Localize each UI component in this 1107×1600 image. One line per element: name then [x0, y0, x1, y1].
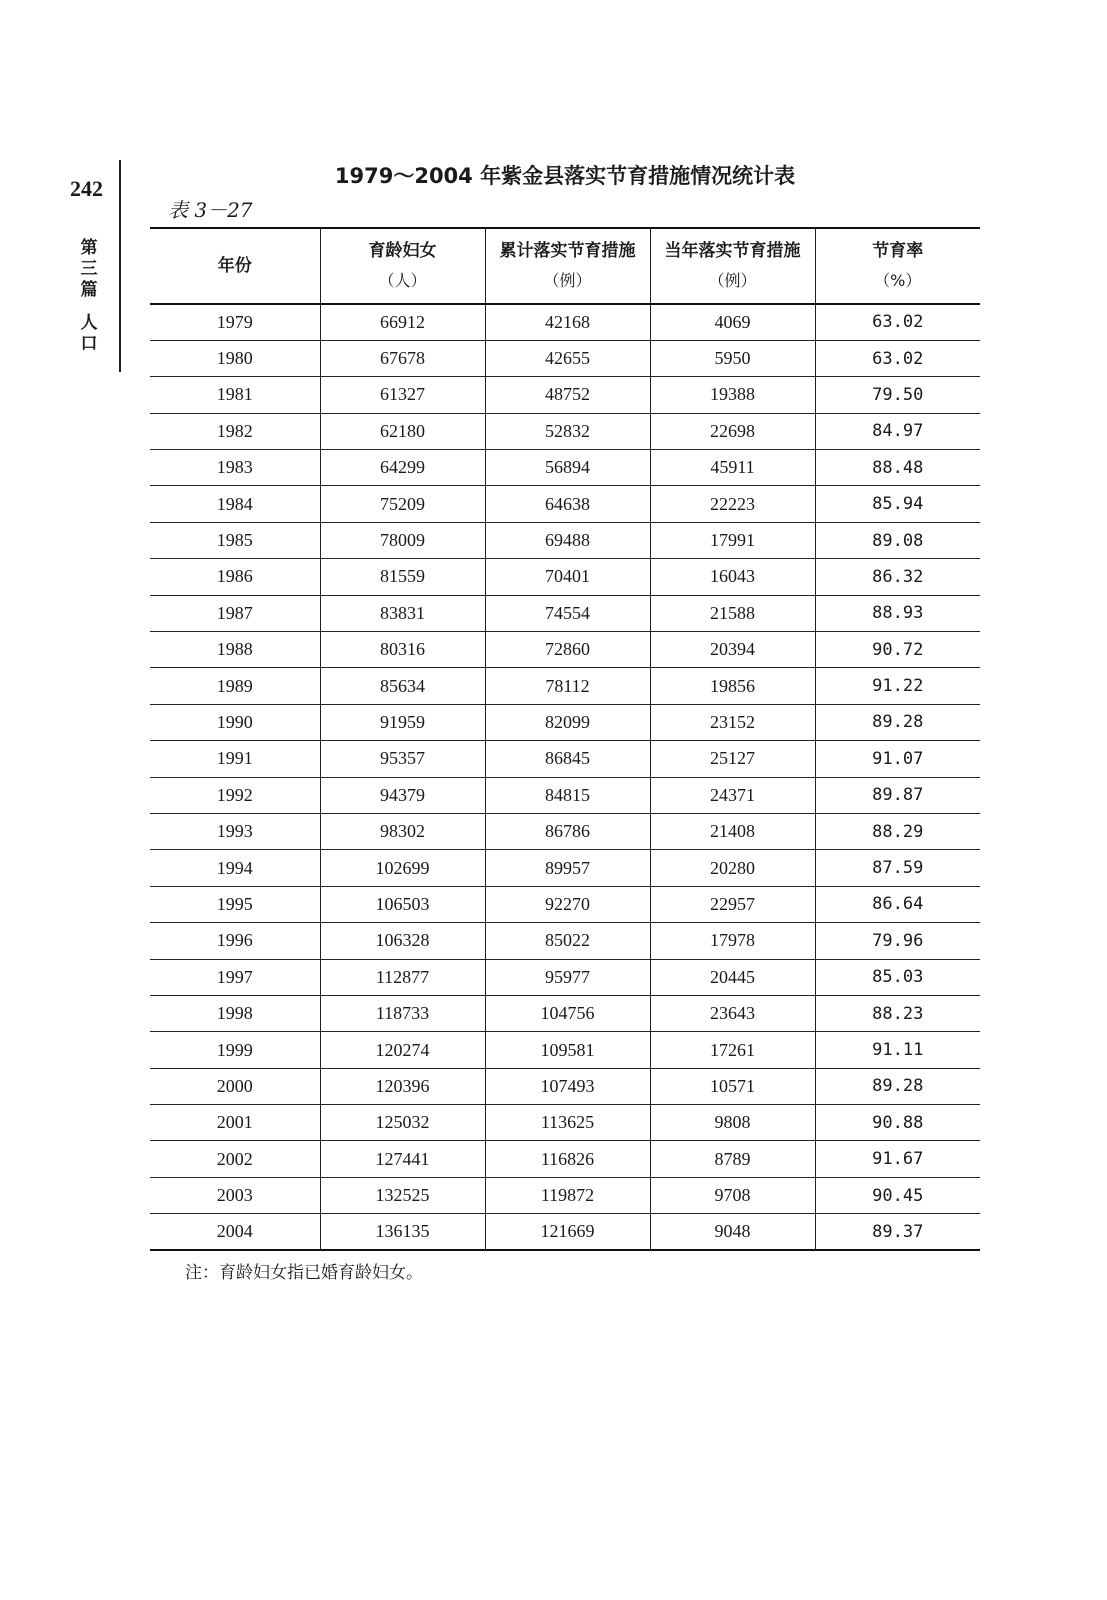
cell-cumulative: 64638: [485, 486, 650, 522]
cell-current-year: 9708: [650, 1177, 815, 1213]
cell-cumulative: 72860: [485, 632, 650, 668]
table-row: [150, 377, 980, 413]
cell-women: 81559: [320, 559, 485, 595]
cell-year: 1993: [216, 821, 253, 842]
cell-current-year: 9048: [650, 1214, 815, 1250]
cell-current-year: 20394: [650, 632, 815, 668]
cell-year: 2001: [216, 1112, 253, 1133]
cell-cumulative: 86786: [485, 813, 650, 849]
cell-women: 118733: [320, 995, 485, 1031]
table-row: [150, 1032, 980, 1068]
table-row: [150, 741, 980, 777]
cell-current-year: 24371: [650, 777, 815, 813]
cell-rate: 63.02: [815, 304, 980, 340]
header-women-unit: （人）: [378, 271, 427, 290]
cell-women: 75209: [320, 486, 485, 522]
header-row: [150, 228, 980, 304]
cell-women: 125032: [320, 1105, 485, 1141]
header-year: [150, 228, 320, 304]
table-row: [150, 1214, 980, 1250]
cell-rate: 89.28: [815, 704, 980, 740]
cell-cumulative: 84815: [485, 777, 650, 813]
cell-current-year: 21408: [650, 813, 815, 849]
cell-rate: 91.67: [815, 1141, 980, 1177]
cell-rate: 79.50: [815, 377, 980, 413]
cell-year: 1990: [216, 711, 253, 732]
cell-cumulative: 48752: [485, 377, 650, 413]
cell-women: 120396: [320, 1068, 485, 1104]
cell-year: 2003: [216, 1185, 253, 1206]
cell-cumulative: 56894: [485, 450, 650, 486]
cell-current-year: 22957: [650, 886, 815, 922]
cell-year: 1998: [216, 1003, 253, 1024]
cell-rate: 89.28: [815, 1068, 980, 1104]
cell-rate: 88.29: [815, 813, 980, 849]
chapter-label: [78, 238, 100, 355]
cell-cumulative: 107493: [485, 1068, 650, 1104]
cell-rate: 85.94: [815, 486, 980, 522]
cell-year: 1982: [216, 420, 253, 441]
cell-year: 1989: [216, 675, 253, 696]
cell-rate: 86.32: [815, 559, 980, 595]
cell-current-year: 16043: [650, 559, 815, 595]
header-women-label: 育龄妇女: [368, 241, 437, 261]
table-row: [150, 886, 980, 922]
cell-rate: 91.11: [815, 1032, 980, 1068]
cell-women: 106328: [320, 923, 485, 959]
cell-rate: 84.97: [815, 413, 980, 449]
statistics-table: [150, 227, 980, 1251]
cell-current-year: 22698: [650, 413, 815, 449]
table-row: [150, 595, 980, 631]
cell-rate: 91.07: [815, 741, 980, 777]
cell-current-year: 45911: [650, 450, 815, 486]
cell-rate: 86.64: [815, 886, 980, 922]
cell-cumulative: 52832: [485, 413, 650, 449]
header-cumulative-unit: （例）: [543, 271, 592, 290]
cell-rate: 89.37: [815, 1214, 980, 1250]
cell-cumulative: 70401: [485, 559, 650, 595]
cell-year: 1984: [216, 493, 253, 514]
cell-year: 1994: [216, 857, 253, 878]
cell-year: 1987: [216, 602, 253, 623]
cell-cumulative: 95977: [485, 959, 650, 995]
table-row: [150, 304, 980, 340]
cell-rate: 63.02: [815, 340, 980, 376]
header-cumulative: [485, 228, 650, 304]
cell-women: 102699: [320, 850, 485, 886]
cell-rate: 89.87: [815, 777, 980, 813]
cell-women: 112877: [320, 959, 485, 995]
table-row: [150, 923, 980, 959]
header-rate-label: 节育率: [872, 241, 924, 261]
cell-women: 61327: [320, 377, 485, 413]
cell-current-year: 25127: [650, 741, 815, 777]
cell-year: 2004: [216, 1221, 253, 1242]
table-row: [150, 522, 980, 558]
header-rate-unit: （%）: [874, 271, 922, 290]
cell-year: 1996: [216, 930, 253, 951]
table-row: [150, 1177, 980, 1213]
cell-women: 91959: [320, 704, 485, 740]
chapter-name: 人口: [80, 313, 98, 354]
cell-current-year: 19388: [650, 377, 815, 413]
table-body: [150, 304, 980, 1250]
cell-current-year: 17978: [650, 923, 815, 959]
cell-rate: 88.48: [815, 450, 980, 486]
table-row: [150, 340, 980, 376]
cell-cumulative: 85022: [485, 923, 650, 959]
cell-women: 78009: [320, 522, 485, 558]
cell-year: 1992: [216, 784, 253, 805]
cell-current-year: 5950: [650, 340, 815, 376]
cell-cumulative: 92270: [485, 886, 650, 922]
cell-cumulative: 42655: [485, 340, 650, 376]
cell-year: 1979: [216, 311, 253, 332]
table-row: [150, 1105, 980, 1141]
cell-cumulative: 109581: [485, 1032, 650, 1068]
cell-cumulative: 82099: [485, 704, 650, 740]
table-row: [150, 486, 980, 522]
cell-current-year: 23643: [650, 995, 815, 1031]
cell-women: 62180: [320, 413, 485, 449]
cell-current-year: 22223: [650, 486, 815, 522]
cell-cumulative: 42168: [485, 304, 650, 340]
cell-women: 66912: [320, 304, 485, 340]
cell-women: 120274: [320, 1032, 485, 1068]
cell-women: 106503: [320, 886, 485, 922]
cell-cumulative: 121669: [485, 1214, 650, 1250]
table-row: [150, 777, 980, 813]
cell-current-year: 23152: [650, 704, 815, 740]
cell-current-year: 17991: [650, 522, 815, 558]
page-number: 242: [70, 176, 103, 201]
cell-women: 136135: [320, 1214, 485, 1250]
cell-current-year: 8789: [650, 1141, 815, 1177]
cell-rate: 88.23: [815, 995, 980, 1031]
table-row: [150, 450, 980, 486]
header-women: [320, 228, 485, 304]
table-row: [150, 559, 980, 595]
table-row: [150, 1068, 980, 1104]
table-row: [150, 850, 980, 886]
cell-current-year: 4069: [650, 304, 815, 340]
header-current-year-unit: （例）: [708, 271, 757, 290]
cell-year: 1999: [216, 1039, 253, 1060]
table-number: 表 3－27: [168, 198, 253, 222]
table-row: [150, 632, 980, 668]
cell-women: 127441: [320, 1141, 485, 1177]
table-note: 注：育龄妇女指已婚育龄妇女。: [185, 1263, 423, 1283]
cell-current-year: 10571: [650, 1068, 815, 1104]
cell-women: 83831: [320, 595, 485, 631]
cell-current-year: 20445: [650, 959, 815, 995]
cell-current-year: 17261: [650, 1032, 815, 1068]
cell-year: 1986: [216, 566, 253, 587]
cell-cumulative: 104756: [485, 995, 650, 1031]
cell-year: 1981: [216, 384, 253, 405]
cell-rate: 89.08: [815, 522, 980, 558]
cell-cumulative: 89957: [485, 850, 650, 886]
cell-cumulative: 119872: [485, 1177, 650, 1213]
cell-cumulative: 113625: [485, 1105, 650, 1141]
header-cumulative-label: 累计落实节育措施: [499, 241, 636, 261]
cell-year: 2002: [216, 1148, 253, 1169]
cell-rate: 90.72: [815, 632, 980, 668]
cell-women: 80316: [320, 632, 485, 668]
table-row: [150, 413, 980, 449]
table-row: [150, 668, 980, 704]
cell-year: 1995: [216, 893, 253, 914]
cell-year: 1980: [216, 348, 253, 369]
cell-year: 1985: [216, 530, 253, 551]
cell-year: 1991: [216, 748, 253, 769]
header-current-year-label: 当年落实节育措施: [664, 241, 801, 261]
table-row: [150, 813, 980, 849]
cell-women: 98302: [320, 813, 485, 849]
cell-women: 95357: [320, 741, 485, 777]
cell-rate: 90.88: [815, 1105, 980, 1141]
table-title: 1979～2004 年紫金县落实节育措施情况统计表: [334, 164, 796, 188]
cell-year: 1983: [216, 457, 253, 478]
cell-rate: 90.45: [815, 1177, 980, 1213]
header-rate: [815, 228, 980, 304]
cell-rate: 87.59: [815, 850, 980, 886]
cell-current-year: 21588: [650, 595, 815, 631]
cell-cumulative: 86845: [485, 741, 650, 777]
cell-rate: 85.03: [815, 959, 980, 995]
cell-current-year: 19856: [650, 668, 815, 704]
header-year-label: 年份: [217, 256, 252, 276]
cell-women: 132525: [320, 1177, 485, 1213]
cell-year: 2000: [216, 1075, 253, 1096]
cell-cumulative: 78112: [485, 668, 650, 704]
table-row: [150, 704, 980, 740]
table-row: [150, 1141, 980, 1177]
cell-women: 64299: [320, 450, 485, 486]
cell-cumulative: 116826: [485, 1141, 650, 1177]
margin-rule: [119, 160, 121, 372]
cell-rate: 88.93: [815, 595, 980, 631]
table-row: [150, 995, 980, 1031]
cell-year: 1988: [216, 639, 253, 660]
cell-women: 67678: [320, 340, 485, 376]
cell-cumulative: 74554: [485, 595, 650, 631]
header-current-year: [650, 228, 815, 304]
table-row: [150, 959, 980, 995]
cell-rate: 79.96: [815, 923, 980, 959]
cell-cumulative: 69488: [485, 522, 650, 558]
cell-women: 94379: [320, 777, 485, 813]
chapter-part: 第三篇: [80, 238, 98, 300]
cell-rate: 91.22: [815, 668, 980, 704]
cell-women: 85634: [320, 668, 485, 704]
cell-current-year: 9808: [650, 1105, 815, 1141]
cell-year: 1997: [216, 966, 253, 987]
cell-current-year: 20280: [650, 850, 815, 886]
